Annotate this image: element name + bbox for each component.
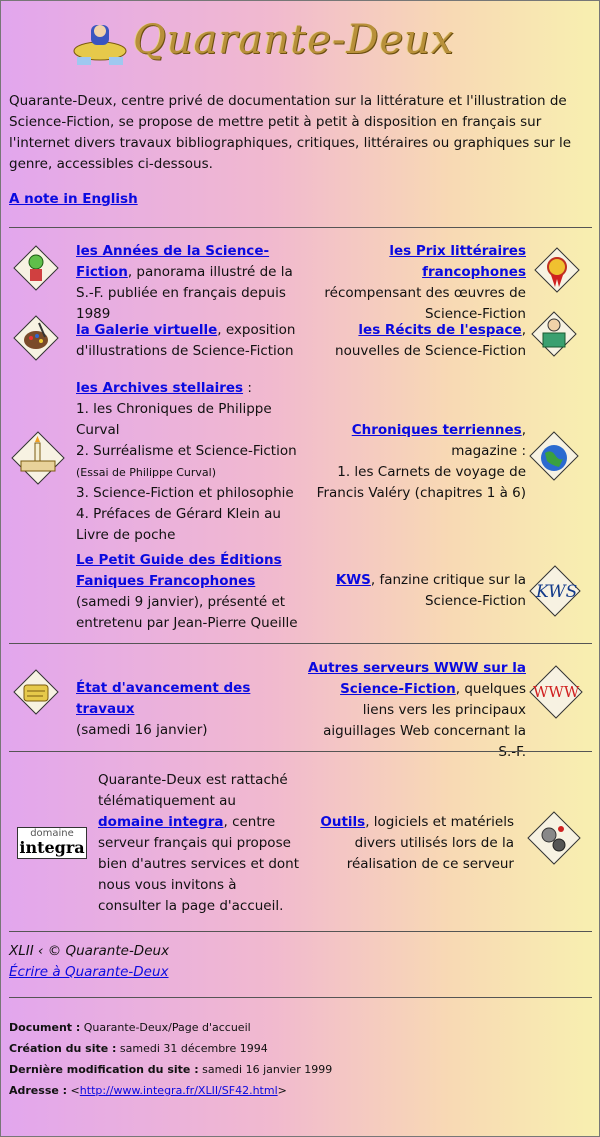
outils-link[interactable]: Outils: [320, 814, 366, 830]
address-suffix: >: [277, 1084, 287, 1097]
archives-item-3[interactable]: 3. Science-Fiction et philosophie: [76, 485, 294, 501]
etat-link[interactable]: État d'avancement des travaux: [76, 680, 251, 717]
galerie-block: [76, 320, 296, 362]
globe-icon: [529, 431, 579, 481]
alien-icon: [13, 245, 59, 291]
divider: [9, 643, 592, 644]
archives-item-2-note: (Essai de Philippe Curval): [76, 466, 217, 479]
integra-logo[interactable]: [17, 827, 87, 859]
integra-text2: , centre serveur français qui propose bien d'autres services et dont nous vous invitons à consulter la page d'accueil.: [98, 814, 300, 914]
scroll-icon: [13, 669, 59, 715]
archives-link[interactable]: les Archives stellaires: [76, 380, 244, 396]
archives-block: [76, 378, 301, 546]
prix-link[interactable]: les Prix littéraires francophones: [389, 243, 526, 280]
header: [71, 13, 541, 73]
etat-block: [76, 678, 296, 741]
integra-logo-top: domaine: [30, 828, 74, 839]
creation-label: Création du site :: [9, 1042, 117, 1055]
kws-text: , fanzine critique sur la Science-Fiction: [370, 572, 526, 609]
chroniques-text2: 1. les Carnets de voyage de Francis Valéry (chapitres 1 à 6): [316, 464, 526, 501]
candle-book-icon: [11, 431, 65, 485]
annees-link[interactable]: les Années de la Science-Fiction: [76, 243, 270, 280]
creation-value: samedi 31 décembre 1994: [116, 1042, 268, 1055]
kws-logo-text: KWS: [536, 582, 578, 602]
footer-meta: [9, 1017, 332, 1101]
integra-block: [98, 770, 303, 917]
etat-text: (samedi 16 janvier): [76, 722, 208, 738]
recits-block: [306, 320, 526, 362]
site-title: Quarante-Deux: [133, 17, 455, 63]
guide-text: (samedi 9 janvier), présenté et entretenu par Jean-Pierre Queille: [76, 594, 298, 631]
gears-icon: [527, 811, 581, 865]
kws-link[interactable]: KWS: [335, 572, 371, 588]
divider: [9, 931, 592, 932]
archives-item-1[interactable]: 1. les Chroniques de Philippe Curval: [76, 401, 272, 438]
autres-text: , quelques liens vers les principaux aiguillages Web concernant la S.-F.: [323, 681, 526, 760]
archives-item-2[interactable]: 2. Surréalisme et Science-Fiction: [76, 443, 297, 459]
medal-icon: [534, 247, 580, 293]
outils-text: , logiciels et matériels divers utilisés lors de la réalisation de ce serveur: [346, 814, 514, 872]
recits-link[interactable]: les Récits de l'espace: [358, 322, 522, 338]
chroniques-text1: , magazine :: [451, 422, 526, 459]
chroniques-block: [306, 420, 526, 504]
archives-suffix: :: [243, 380, 252, 396]
prix-text: récompensant des œuvres de Science-Fiction: [324, 285, 526, 322]
annees-text: , panorama illustré de la S.-F. publiée en français depuis 1989: [76, 264, 293, 322]
reader-book-icon: [531, 311, 577, 357]
integra-text1: Quarante-Deux est rattaché télématiquement au: [98, 772, 288, 809]
copyright-text: XLII ‹ © Quarante-Deux: [9, 943, 170, 959]
autres-block: [306, 658, 526, 763]
footer-signature: [9, 941, 169, 983]
guide-block: [76, 550, 306, 634]
galerie-link[interactable]: la Galerie virtuelle: [76, 322, 218, 338]
write-link[interactable]: Écrire à Quarante-Deux: [9, 964, 169, 980]
recits-text: , nouvelles de Science-Fiction: [335, 322, 526, 359]
english-note-link[interactable]: A note in English: [9, 191, 138, 207]
palette-icon: [13, 315, 59, 361]
modification-value: samedi 16 janvier 1999: [198, 1063, 333, 1076]
address-link[interactable]: http://www.integra.fr/XLII/SF42.html: [79, 1084, 278, 1097]
address-prefix: <: [67, 1084, 80, 1097]
guide-link[interactable]: Le Petit Guide des Éditions Faniques Francophones: [76, 552, 282, 589]
prix-block: [306, 241, 526, 325]
flying-saucer-logo-icon: [71, 13, 129, 71]
modification-label: Dernière modification du site :: [9, 1063, 199, 1076]
galerie-text: , exposition d'illustrations de Science-Fiction: [76, 322, 296, 359]
divider: [9, 751, 592, 752]
kws-block: [306, 570, 526, 612]
archives-item-4[interactable]: 4. Préfaces de Gérard Klein au Livre de poche: [76, 506, 281, 543]
autres-link[interactable]: Autres serveurs WWW sur la Science-Fiction: [308, 660, 526, 697]
integra-link[interactable]: domaine integra: [98, 814, 224, 830]
www-icon: [529, 665, 583, 719]
integra-logo-bottom: integra: [19, 838, 85, 857]
chroniques-link[interactable]: Chroniques terriennes: [351, 422, 522, 438]
intro-text: Quarante-Deux, centre privé de documentation sur la littérature et l'illustration de Science-Fiction, se propose de mettre petit à petit à disposition en français sur l'internet divers travaux bibliographiques, critiques, littéraires ou graphiques sur le genre, accessibles ci-dessous.: [9, 93, 572, 172]
document-label: Document :: [9, 1021, 81, 1034]
divider: [9, 997, 592, 998]
address-label: Adresse :: [9, 1084, 68, 1097]
document-value: Quarante-Deux/Page d'accueil: [80, 1021, 251, 1034]
www-icon-text: WWW: [533, 683, 580, 701]
kws-logo-icon: [529, 565, 581, 617]
divider: [9, 227, 592, 228]
outils-block: [306, 812, 514, 875]
annees-block: [76, 241, 296, 325]
